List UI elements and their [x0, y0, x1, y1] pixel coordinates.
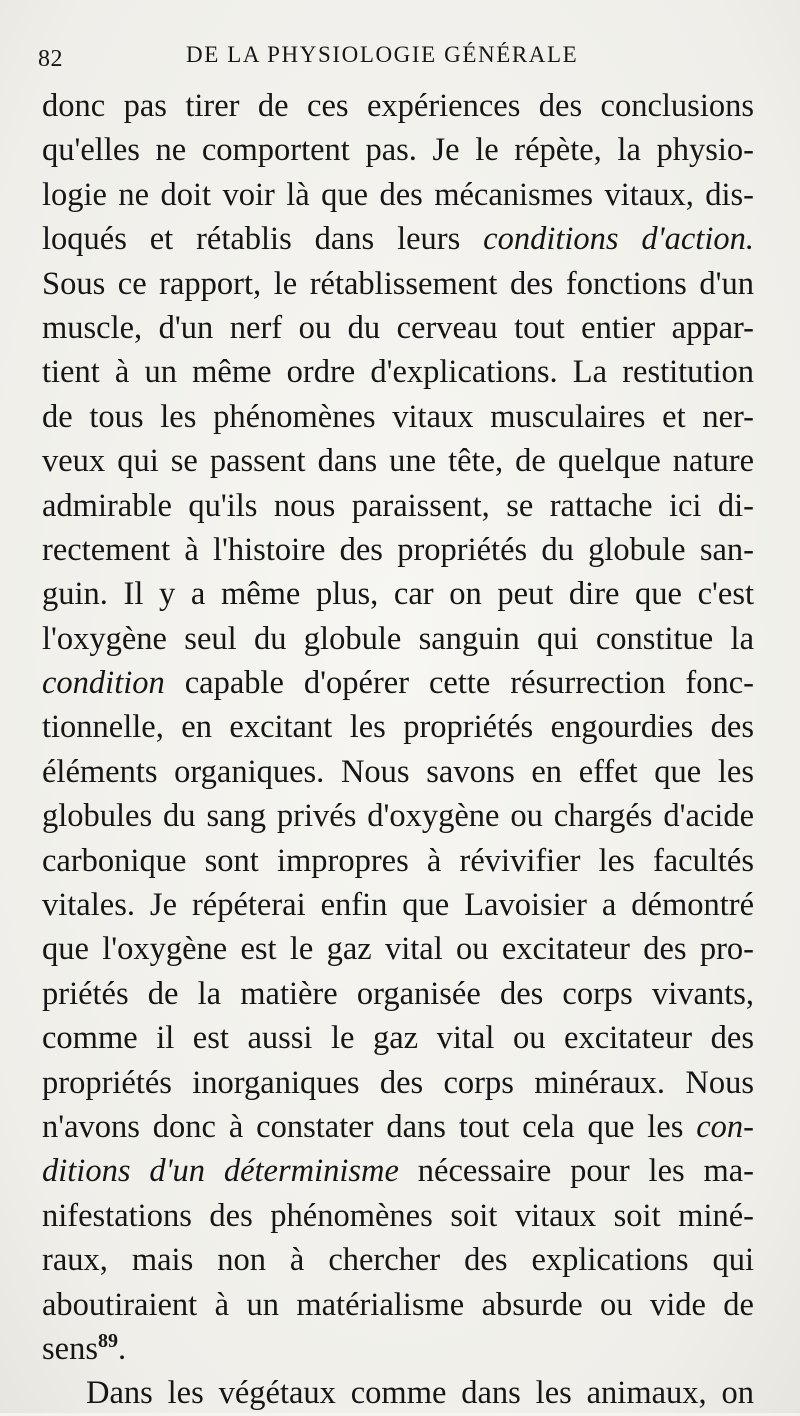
- text-run: loqués et rétablis dans leurs: [42, 221, 484, 258]
- text-line: admirable qu'ils nous paraissent, se rattache ici di-: [42, 487, 754, 524]
- text-line: priétés de la matière organisée des corps vivants,: [42, 975, 754, 1012]
- italic-term: conditions d'action.: [483, 221, 754, 258]
- text-line: [42, 661, 754, 705]
- text-line: propriétés inorganiques des corps minéraux. Nous: [42, 1064, 754, 1101]
- text-line: rectement à l'histoire des propriétés du globule san-: [42, 531, 754, 568]
- text-run: capable d'opérer cette résurrection fonc-: [164, 665, 754, 702]
- paragraph-start-line: Dans les végétaux comme dans les animaux, on: [86, 1375, 754, 1412]
- italic-term: ditions d'un déterminisme: [42, 1153, 399, 1190]
- text-line: de tous les phénomènes vitaux musculaires et ner-: [42, 398, 754, 435]
- text-line: muscle, d'un nerf ou du cerveau tout entier appar-: [42, 309, 754, 346]
- text-line: tient à un même ordre d'explications. La restitution: [42, 354, 754, 391]
- text-line: raux, mais non à chercher des explications qui: [42, 1242, 754, 1279]
- text-line: [42, 1105, 754, 1149]
- page-number: 82: [38, 46, 63, 72]
- text-run: n'avons donc à constater dans tout cela que les: [42, 1108, 697, 1145]
- text-run: .: [117, 1330, 127, 1367]
- text-line: guin. Il y a même plus, car on peut dire que c'est: [42, 576, 754, 613]
- text-line: donc pas tirer de ces expériences des conclusions: [42, 88, 754, 124]
- text-line: éléments organiques. Nous savons en effet que les: [42, 753, 754, 790]
- text-run: sens: [42, 1330, 98, 1367]
- running-head: DE LA PHYSIOLOGIE GÉNÉRALE: [186, 42, 579, 67]
- text-line: [42, 1327, 754, 1371]
- text-line: logie ne doit voir là que des mécanismes vitaux, dis-: [42, 176, 754, 213]
- text-run: nécessaire pour les ma-: [398, 1153, 754, 1190]
- text-line: vitales. Je répéterai enfin que Lavoisier a démontré: [42, 887, 754, 924]
- text-line: [42, 217, 754, 261]
- body-text: [42, 84, 754, 1416]
- text-line: Sous ce rapport, le rétablissement des fonctions d'un: [42, 265, 754, 302]
- text-line: qu'elles ne comportent pas. Je le répète, la physio-: [42, 132, 754, 169]
- footnote-reference[interactable]: 89: [97, 1329, 118, 1352]
- text-line: nifestations des phénomènes soit vitaux soit miné-: [42, 1197, 754, 1234]
- text-line: que l'oxygène est le gaz vital ou excitateur des pro-: [42, 931, 754, 968]
- text-line: globules du sang privés d'oxygène ou chargés d'acide: [42, 798, 754, 835]
- italic-term: con-: [696, 1108, 754, 1145]
- text-line: veux qui se passent dans une tête, de quelque nature: [42, 443, 754, 480]
- text-line: tionnelle, en excitant les propriétés engourdies des: [42, 709, 754, 746]
- text-line: l'oxygène seul du globule sanguin qui constitue la: [42, 620, 754, 657]
- text-line: aboutiraient à un matérialisme absurde ou vide de: [42, 1286, 754, 1323]
- text-line: [42, 1149, 754, 1193]
- text-line: carbonique sont impropres à révivifier les facultés: [42, 842, 754, 879]
- text-line: comme il est aussi le gaz vital ou excitateur des: [42, 1020, 754, 1057]
- italic-term: condition: [42, 665, 165, 702]
- page-header: [38, 36, 760, 76]
